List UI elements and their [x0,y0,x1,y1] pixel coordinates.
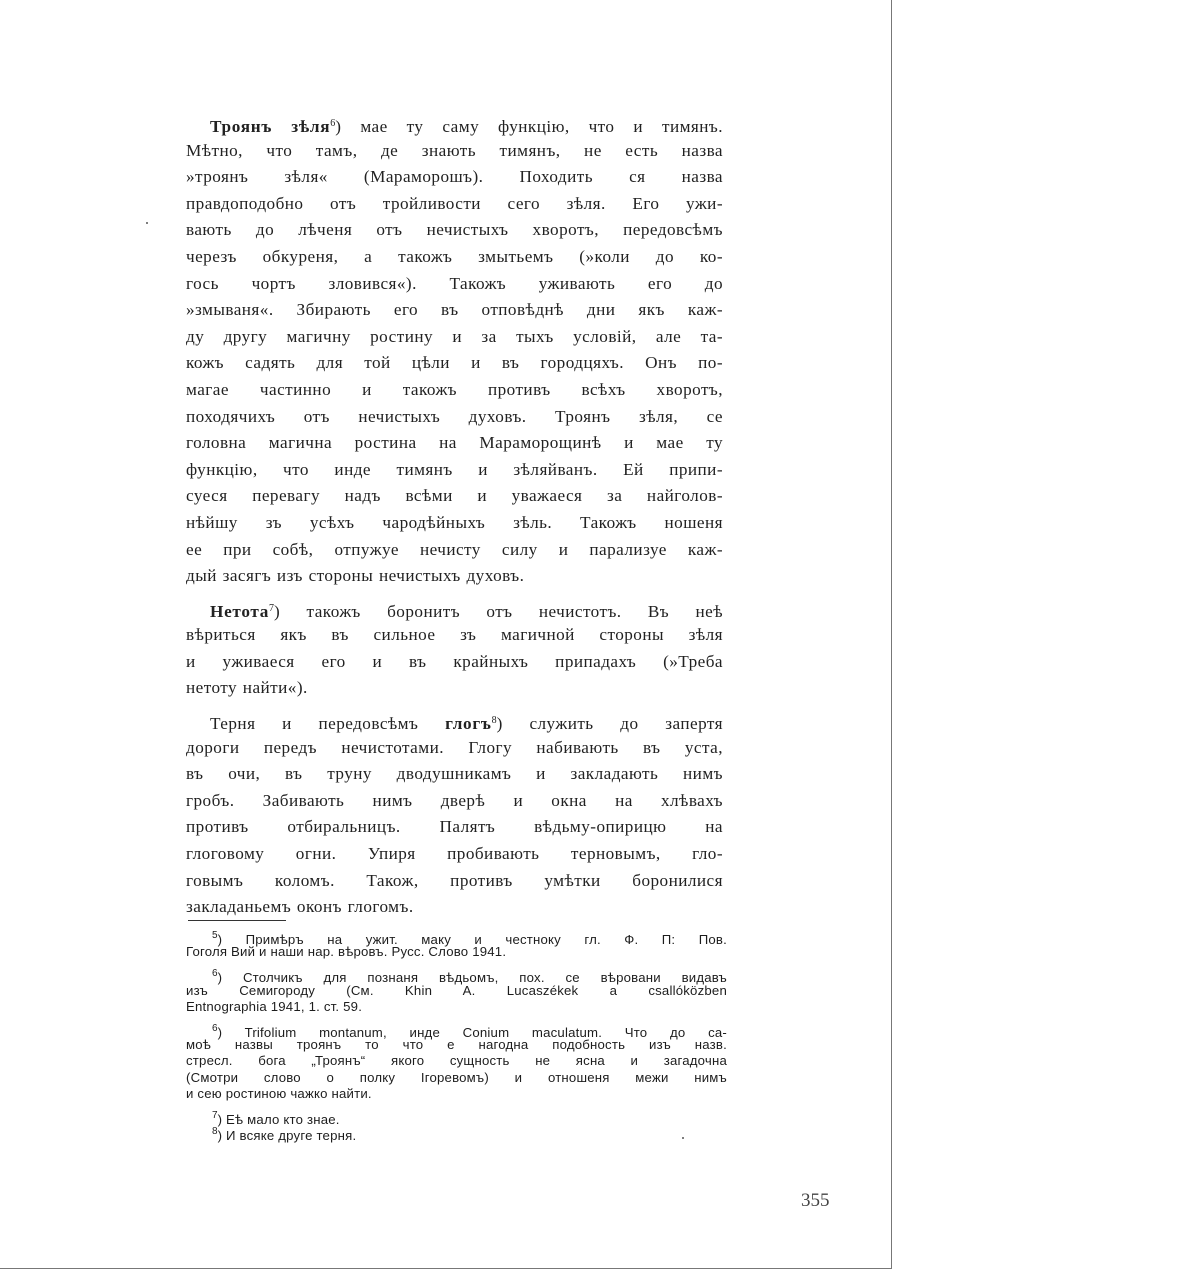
text-line: и уживаеся его и въ крайныхъ припадахъ (»Треба [186,651,723,671]
footnote-line: и сею ростиною чажко найти. [186,1085,372,1101]
text-line: »змываня«. Збирають его въ отповѣднѣ дни якъ каж- [186,300,723,320]
text-line: говымъ коломъ. Також, противъ умѣтки боронилися [186,870,723,890]
text-line: походячихъ отъ нечистыхъ духовъ. Троянъ зѣля, се [186,406,723,426]
footnote-ref: 6 [330,118,336,129]
footnote-line: $^6$) Столчикъ для познаня вѣдьомъ, пох. се вѣровани видавъ [212,968,727,986]
text-line: ее при собѣ, отпужуе нечисту силу и парализуе каж- [186,539,723,559]
text-line: Троянъ зѣля$^6$) мае ту саму функцію, что и тимянъ. [210,117,724,136]
main-text [186,111,723,921]
text-line: черезъ обкуреня, а такожъ змытьемъ (»коли до ко- [186,246,723,266]
footnote-7 [186,1021,727,1102]
text-line: кожъ садять для той цѣли и въ городцяхъ. Онъ по- [186,353,723,373]
footnote-8: $^7$) Еѣ мало кто знае. [212,1109,340,1127]
page-number: 355 [801,1190,830,1211]
text-line: закладаньемъ оконъ глогомъ. [186,897,414,917]
text-line: дороги передъ нечистотами. Глогу набивають въ уста, [186,737,723,757]
text-line: вѣриться якъ въ сильное зъ магичной стороны зѣля [186,625,723,645]
text-line: »троянъ зѣля« (Мараморошъ). Походить ся назва [186,167,723,187]
paragraph-troyan [186,111,723,590]
paragraph-glog [186,708,723,921]
footnote-line: изъ Семигороду (См. Khin A. Lucaszékek a csallóközben [186,982,727,998]
text-line: правдоподобно отъ тройливости сего зѣля. Его ужи- [186,193,723,213]
footnote-line: (Смотри слово о полку Ігоревомъ) и отношеня межи нимъ [186,1069,727,1085]
text-line: вають до лѣченя отъ нечистыхъ хворотъ, передовсѣмъ [186,220,723,240]
footnote-line: Гоголя Вий и наши нар. вѣровъ. Русс. Слово 1941. [186,944,507,960]
text-line: въ очи, въ труну дводушникамъ и закладають нимъ [186,764,723,784]
footnote-ref: 8 [491,715,497,727]
text-line: ду другу магичну ростину и за тыхъ условій, але та- [186,326,723,346]
text-line: суеся перевагу надъ всѣми и уважаеся за найголов- [186,486,723,506]
footnote-line: $^6$) Trifolium montanum, инде Conium maculatum. Что до са- [212,1022,727,1040]
text-line: магае частинно и такожъ противъ всѣхъ хворотъ, [186,379,723,399]
text-line: гробъ. Забивають нимъ дверѣ и окна на хлѣвахъ [186,790,723,810]
footnote-5 [186,928,727,960]
text-line: Мѣтно, что тамъ, де знають тимянъ, не есть назва [186,140,723,160]
text-line: Нетота$^7$) такожъ боронитъ отъ нечистотъ. Въ неѣ [210,601,723,621]
footnote-ref: 7 [269,602,275,614]
text-line: глоговому огни. Упиря пробивають терновымъ, гло- [186,844,723,864]
footnote-line: Entnographia 1941, 1. ст. 59. [186,998,363,1014]
footnote-divider [188,920,286,921]
text-line: нѣйшу зъ усѣхъ чародѣйныхъ зѣль. Такожъ ношеня [186,512,723,532]
footnote-9: $^8$) И всяке друге терня. [212,1126,357,1144]
text-line: противъ отбиральницъ. Палятъ вѣдьму-опирицю на [186,817,723,837]
footnote-line: моѣ назвы троянъ то что е нагодна подобность изъ назв. [186,1037,727,1053]
term-glog: глогъ [445,714,492,734]
term-netota: Нетота [210,601,270,621]
scan-speck [146,222,148,224]
text-line: Терня и передовсѣмъ глогъ$^8$) служить до запертя [210,714,723,734]
footnote-6 [186,966,727,1015]
footnotes [186,928,727,1144]
paragraph-netota [186,596,723,702]
footnote-line: $^5$) Примѣръ на ужит. маку и честноку гл. Ф. П: Пов. [212,930,727,947]
text-line: гось чортъ зловився«). Такожъ уживають его до [186,273,723,293]
text-line: дый засягъ изъ стороны нечистыхъ духовъ. [186,566,525,586]
text-line: функцію, что инде тимянъ и зѣляйванъ. Ей припи- [186,459,723,479]
footnote-line: стресл. бога „Троянъ“ якого сущность не ясна и загадочна [186,1053,727,1069]
scan-speck [682,1137,684,1139]
text-line: головна магична ростина на Мараморощинѣ и мае ту [186,433,723,453]
term-troyan: Троянъ зѣля [210,117,331,136]
text-line: нетоту найти«). [186,678,308,698]
